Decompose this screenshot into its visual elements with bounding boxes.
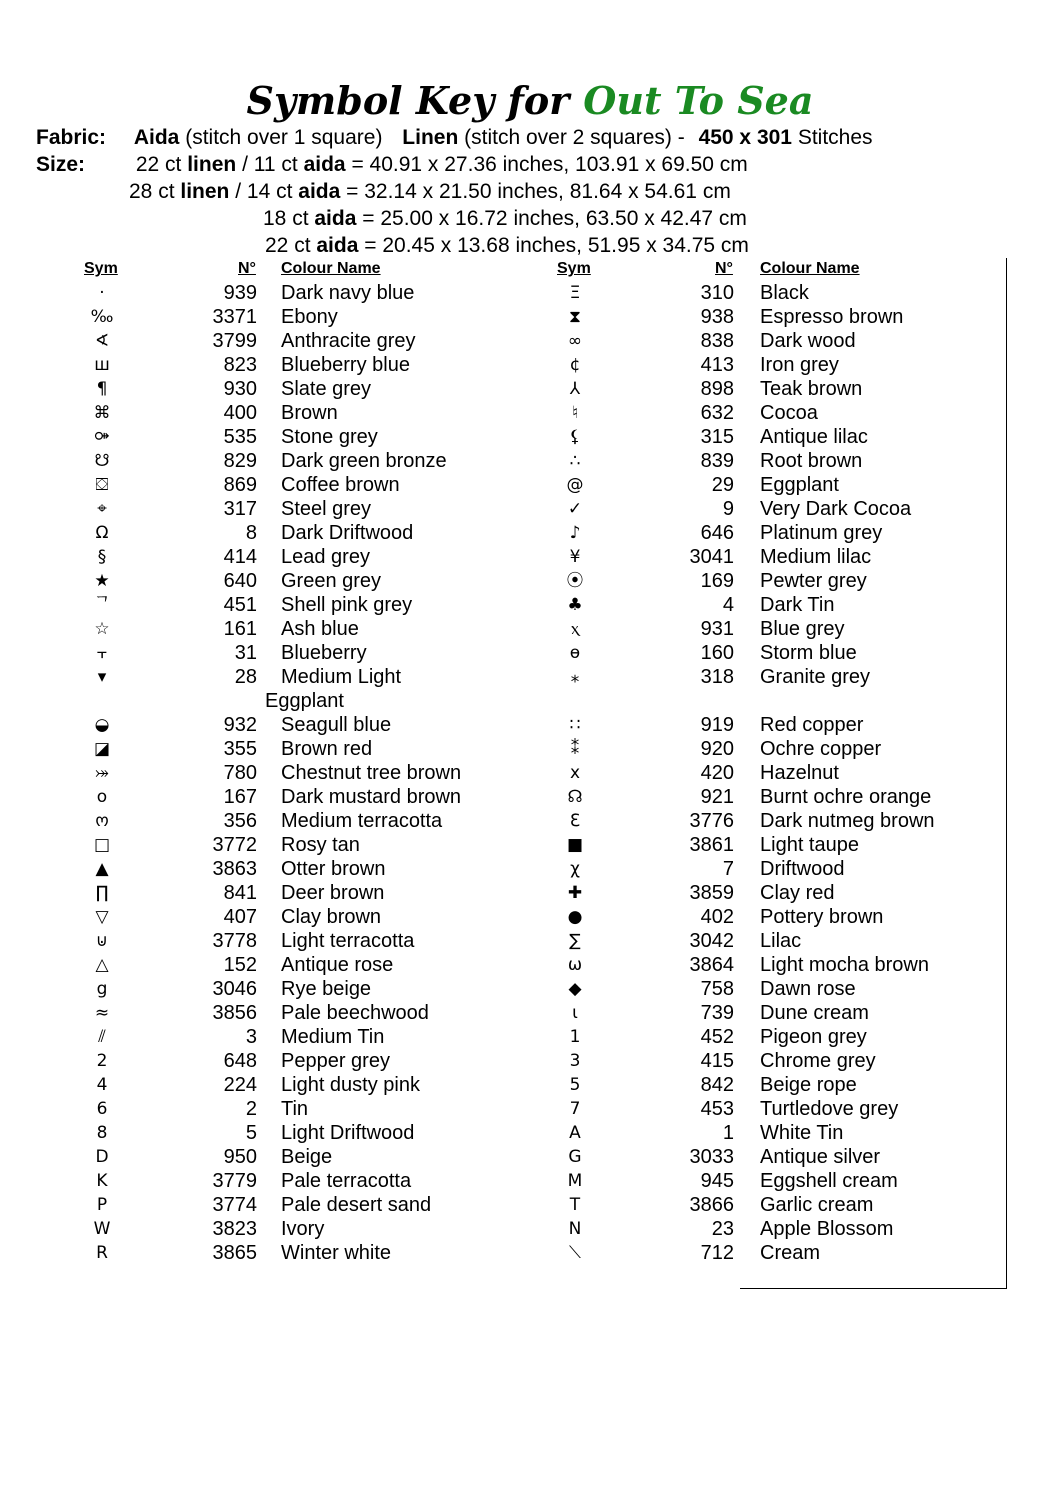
size-fabric-keyword: aida [298, 180, 341, 203]
colour-number: 3859 [689, 882, 734, 904]
colour-name: Coffee brown [281, 474, 400, 496]
colour-name: Dark wood [760, 330, 856, 352]
size-line-3 [263, 206, 747, 232]
symbol-glyph: 3 [569, 1051, 581, 1071]
symbol-glyph: G [568, 1147, 582, 1167]
size-fabric-keyword: linen [187, 153, 237, 176]
colour-number: 3866 [689, 1194, 734, 1216]
symbol-glyph: T [569, 1195, 581, 1215]
colour-name: Ivory [281, 1218, 325, 1240]
colour-name: Apple Blossom [760, 1218, 894, 1240]
colour-name: Iron grey [760, 354, 839, 376]
colour-number: 23 [711, 1218, 734, 1240]
symbol-glyph: ⚩ [94, 427, 110, 447]
colour-name: Platinum grey [760, 522, 883, 544]
symbol-glyph: R [96, 1243, 108, 1263]
colour-number: 931 [700, 618, 734, 640]
colour-number: 3823 [212, 1218, 257, 1240]
size-separator: / 11 ct [236, 153, 298, 176]
symbol-glyph: ▽ [95, 907, 109, 927]
colour-number: 3863 [212, 858, 257, 880]
colour-number: 920 [700, 738, 734, 760]
colour-number: 3033 [689, 1146, 734, 1168]
colour-name: Beige [281, 1146, 333, 1168]
colour-name: Root brown [760, 450, 863, 472]
symbol-glyph: ⫽ [98, 1027, 106, 1047]
symbol-glyph: △ [95, 955, 109, 975]
symbol-glyph: x [569, 763, 581, 783]
colour-number: 869 [223, 474, 257, 496]
colour-name: Tin [281, 1098, 309, 1120]
symbol-glyph: ⧗ [569, 307, 581, 327]
colour-name: Brown red [281, 738, 373, 760]
symbol-glyph: ≈ [94, 1003, 110, 1023]
colour-number: 3774 [212, 1194, 257, 1216]
colour-name: Medium Light [281, 666, 402, 688]
colour-number: 3371 [212, 306, 257, 328]
colour-number: 3 [245, 1026, 257, 1048]
colour-number: 3856 [212, 1002, 257, 1024]
colour-name: Hazelnut [760, 762, 839, 784]
colour-number: 415 [700, 1050, 734, 1072]
colour-name: Clay brown [281, 906, 382, 928]
size-line-1 [36, 152, 748, 178]
symbol-glyph: ⅄ [569, 379, 581, 399]
colour-number: 921 [700, 786, 734, 808]
colour-number: 318 [700, 666, 734, 688]
size-count: 18 ct [263, 207, 309, 230]
colour-name: Cream [760, 1242, 821, 1264]
colour-number: 3046 [212, 978, 257, 1000]
colour-number: 3799 [212, 330, 257, 352]
colour-name: Rye beige [281, 978, 372, 1000]
size-count: 28 ct [129, 180, 175, 203]
colour-name: Winter white [281, 1242, 392, 1264]
colour-name: Dark green bronze [281, 450, 447, 472]
colour-name: Light terracotta [281, 930, 415, 952]
size-fabric-keyword: aida [303, 153, 346, 176]
colour-number: 3776 [689, 810, 734, 832]
symbol-glyph: 6 [96, 1099, 108, 1119]
symbol-glyph: ∢ [94, 331, 110, 351]
colour-number: 1 [722, 1122, 734, 1144]
symbol-glyph: ɵ [569, 643, 581, 663]
colour-number: 3042 [689, 930, 734, 952]
symbol-glyph: Ξ [569, 283, 581, 303]
colour-number: 648 [223, 1050, 257, 1072]
colour-name: Deer brown [281, 882, 385, 904]
symbol-glyph: 4 [96, 1075, 108, 1095]
symbol-glyph: D [95, 1147, 109, 1167]
size-dimensions: = 25.00 x 16.72 inches, 63.50 x 42.47 cm [356, 207, 747, 230]
colour-name: Chrome grey [760, 1050, 876, 1072]
colour-number: 7 [722, 858, 734, 880]
colour-name: Clay red [760, 882, 835, 904]
colour-number: 2 [245, 1098, 257, 1120]
colour-number: 823 [223, 354, 257, 376]
colour-number: 28 [234, 666, 257, 688]
symbol-glyph: ∞ [567, 331, 583, 351]
symbol-glyph: ∏ [95, 883, 109, 903]
colour-name: Teak brown [760, 378, 863, 400]
colour-number: 739 [700, 1002, 734, 1024]
symbol-glyph: ⁑ [570, 739, 580, 759]
colour-name: Pigeon grey [760, 1026, 867, 1048]
colour-name: Shell pink grey [281, 594, 413, 616]
colour-name: Blueberry blue [281, 354, 410, 376]
colour-number: 3861 [689, 834, 734, 856]
fabric-linen: Linen [402, 126, 459, 149]
symbol-glyph: ◪ [93, 739, 111, 759]
symbol-glyph: g [96, 979, 108, 999]
colour-name: Stone grey [281, 426, 378, 448]
colour-name: Antique lilac [760, 426, 868, 448]
symbol-glyph: ☊ [567, 787, 583, 807]
colour-name: Ebony [281, 306, 338, 328]
symbol-glyph: P [96, 1195, 108, 1215]
size-line-2 [129, 179, 731, 205]
colour-number: 838 [700, 330, 734, 352]
colour-number: 842 [700, 1074, 734, 1096]
colour-name: Dark Tin [760, 594, 835, 616]
colour-name: Medium lilac [760, 546, 872, 568]
symbol-glyph: ш [94, 355, 110, 375]
symbol-glyph: ⛋ [95, 475, 109, 495]
symbol-glyph: K [96, 1171, 108, 1191]
symbol-glyph: ɩ [572, 1003, 578, 1023]
colour-number: 400 [223, 402, 257, 424]
colour-number: 402 [700, 906, 734, 928]
size-separator: / 14 ct [229, 180, 293, 203]
symbol-glyph: ¢ [569, 355, 581, 375]
colour-name: Pale beechwood [281, 1002, 429, 1024]
symbol-glyph: ¶ [96, 379, 108, 399]
colour-number: 413 [700, 354, 734, 376]
fabric-aida: Aida [133, 126, 180, 149]
colour-name: Seagull blue [281, 714, 392, 736]
colour-name: Otter brown [281, 858, 386, 880]
symbol-glyph: 8 [96, 1123, 108, 1143]
fabric-stitches-label: Stitches [797, 126, 873, 149]
size-line-4 [265, 233, 749, 259]
symbol-glyph: ⁎ [570, 667, 580, 687]
colour-name: Antique silver [760, 1146, 881, 1168]
symbol-glyph: ‰ [90, 307, 114, 327]
symbol-glyph: ო [95, 811, 109, 831]
colour-name: White Tin [760, 1122, 844, 1144]
colour-name: Pepper grey [281, 1050, 390, 1072]
colour-number: 3779 [212, 1170, 257, 1192]
colour-name-continued: Eggplant [265, 690, 344, 712]
symbol-glyph: ⲭ [571, 619, 579, 639]
symbol-glyph: ☋ [94, 451, 110, 471]
symbol-glyph: ♪ [569, 523, 581, 543]
colour-number: 898 [700, 378, 734, 400]
symbol-glyph: χ [570, 859, 580, 879]
colour-name: Ochre copper [760, 738, 882, 760]
colour-name: Driftwood [760, 858, 845, 880]
size-fabric-keyword: linen [180, 180, 230, 203]
colour-name: Blue grey [760, 618, 845, 640]
symbol-glyph: ✚ [567, 883, 583, 903]
colour-name: Pale desert sand [281, 1194, 432, 1216]
symbol-glyph: ▲ [95, 859, 109, 879]
colour-name: Beige rope [760, 1074, 857, 1096]
colour-name: Dark navy blue [281, 282, 415, 304]
page-title [0, 78, 1060, 124]
header-sym-right: Sym [557, 260, 591, 277]
size-fabric-keyword: aida [314, 207, 357, 230]
colour-name: Light mocha brown [760, 954, 929, 976]
symbol-glyph: ✓ [567, 499, 583, 519]
symbol-glyph: ● [567, 907, 583, 927]
colour-number: 152 [223, 954, 257, 976]
colour-name: Rosy tan [281, 834, 360, 856]
symbol-glyph: □ [93, 835, 111, 855]
colour-name: Light dusty pink [281, 1074, 420, 1096]
right-border-line [1006, 258, 1007, 1288]
colour-number: 841 [223, 882, 257, 904]
colour-name: Light Driftwood [281, 1122, 415, 1144]
colour-name: Eggshell cream [760, 1170, 898, 1192]
symbol-glyph: o [96, 787, 108, 807]
symbol-glyph: ◒ [94, 715, 110, 735]
fabric-linen-note: (stitch over 2 squares) - [464, 126, 685, 149]
symbol-glyph: ω [567, 955, 583, 975]
colour-name: Slate grey [281, 378, 372, 400]
size-dimensions: = 40.91 x 27.36 inches, 103.91 x 69.50 cm [351, 153, 748, 176]
symbol-glyph: ⌘ [93, 403, 111, 423]
header-name-left: Colour Name [281, 260, 381, 277]
symbol-glyph: ⤖ [95, 763, 109, 783]
colour-number: 315 [700, 426, 734, 448]
colour-number: 646 [700, 522, 734, 544]
fabric-stitch-count: 450 x 301 [698, 126, 792, 149]
colour-number: 829 [223, 450, 257, 472]
colour-name: Eggplant [760, 474, 839, 496]
symbol-glyph: 7 [569, 1099, 581, 1119]
symbol-glyph: @ [566, 475, 584, 495]
symbol-glyph: ⚸ [568, 427, 582, 447]
colour-number: 8 [245, 522, 257, 544]
colour-number: 3041 [689, 546, 734, 568]
colour-number: 31 [234, 642, 257, 664]
size-dimensions: = 32.14 x 21.50 inches, 81.64 x 54.61 cm [346, 180, 731, 203]
symbol-glyph: ᄀ [93, 595, 111, 615]
colour-number: 310 [700, 282, 734, 304]
colour-name: Steel grey [281, 498, 372, 520]
colour-number: 453 [700, 1098, 734, 1120]
colour-number: 317 [223, 498, 257, 520]
symbol-glyph: § [97, 547, 107, 567]
colour-number: 712 [700, 1242, 734, 1264]
colour-name: Ash blue [281, 618, 359, 640]
colour-number: 839 [700, 450, 734, 472]
symbol-glyph: ☆ [94, 619, 110, 639]
colour-name: Burnt ochre orange [760, 786, 932, 808]
symbol-glyph: W [93, 1219, 111, 1239]
symbol-glyph: ⟍ [569, 1243, 581, 1263]
symbol-glyph: ∑ [569, 931, 581, 951]
colour-number: 930 [223, 378, 257, 400]
symbol-glyph: A [569, 1123, 581, 1143]
colour-name: Storm blue [760, 642, 857, 664]
symbol-glyph: · [99, 283, 105, 303]
symbol-glyph: ★ [94, 571, 110, 591]
colour-number: 167 [223, 786, 257, 808]
colour-name: Anthracite grey [281, 330, 416, 352]
colour-name: Granite grey [760, 666, 871, 688]
symbol-glyph: ∴ [569, 451, 581, 471]
symbol-glyph: ▾ [97, 667, 107, 687]
fabric-line [36, 125, 873, 151]
title-prefix: Symbol Key for [246, 78, 570, 123]
symbol-glyph: Ω [95, 523, 109, 543]
symbol-glyph: 2 [96, 1051, 108, 1071]
colour-number: 780 [223, 762, 257, 784]
colour-number: 29 [711, 474, 734, 496]
fabric-aida-note: (stitch over 1 square) [185, 126, 383, 149]
header-name-right: Colour Name [760, 260, 860, 277]
title-design-name: Out To Sea [583, 78, 814, 123]
colour-number: 535 [223, 426, 257, 448]
colour-number: 4 [722, 594, 734, 616]
colour-name: Dark mustard brown [281, 786, 462, 808]
symbol-glyph: ♣ [567, 595, 583, 615]
colour-number: 640 [223, 570, 257, 592]
colour-name: Chestnut tree brown [281, 762, 462, 784]
colour-name: Red copper [760, 714, 864, 736]
symbol-glyph: ⦿ [566, 571, 584, 591]
colour-number: 169 [700, 570, 734, 592]
colour-number: 160 [700, 642, 734, 664]
colour-name: Lead grey [281, 546, 370, 568]
colour-number: 758 [700, 978, 734, 1000]
symbol-glyph: ∷ [569, 715, 581, 735]
colour-name: Light taupe [760, 834, 859, 856]
colour-name: Lilac [760, 930, 802, 952]
colour-number: 161 [223, 618, 257, 640]
colour-number: 938 [700, 306, 734, 328]
symbol-glyph: ⊍ [95, 931, 109, 951]
symbol-glyph: ⫟ [96, 643, 108, 663]
colour-name: Pewter grey [760, 570, 867, 592]
colour-name: Medium Tin [281, 1026, 385, 1048]
colour-name: Cocoa [760, 402, 818, 424]
size-count: 22 ct [265, 234, 311, 257]
colour-name: Dune cream [760, 1002, 869, 1024]
colour-name: Black [760, 282, 809, 304]
colour-name: Espresso brown [760, 306, 904, 328]
symbol-glyph: ℇ [569, 811, 581, 831]
size-dimensions: = 20.45 x 13.68 inches, 51.95 x 34.75 cm [364, 234, 749, 257]
symbol-glyph: 5 [569, 1075, 581, 1095]
colour-number: 9 [722, 498, 734, 520]
colour-name: Brown [281, 402, 338, 424]
colour-name: Pale terracotta [281, 1170, 412, 1192]
colour-name: Very Dark Cocoa [760, 498, 912, 520]
size-count: 22 ct [135, 153, 182, 176]
colour-name: Medium terracotta [281, 810, 443, 832]
colour-name: Turtledove grey [760, 1098, 899, 1120]
colour-number: 451 [223, 594, 257, 616]
colour-number: 356 [223, 810, 257, 832]
header-num-right: N° [715, 260, 733, 277]
colour-name: Green grey [281, 570, 382, 592]
colour-name: Blueberry [281, 642, 367, 664]
colour-number: 632 [700, 402, 734, 424]
symbol-glyph: M [567, 1171, 583, 1191]
colour-number: 420 [700, 762, 734, 784]
header-sym-left: Sym [84, 260, 118, 277]
colour-name: Garlic cream [760, 1194, 874, 1216]
colour-number: 224 [223, 1074, 257, 1096]
colour-name: Antique rose [281, 954, 394, 976]
colour-number: 407 [223, 906, 257, 928]
colour-number: 919 [700, 714, 734, 736]
symbol-glyph: 1 [569, 1027, 581, 1047]
colour-name: Pottery brown [760, 906, 884, 928]
symbol-glyph: ◆ [568, 979, 582, 999]
fabric-label: Fabric: [36, 126, 107, 149]
symbol-glyph: N [568, 1219, 582, 1239]
colour-number: 945 [700, 1170, 734, 1192]
colour-number: 950 [223, 1146, 257, 1168]
size-label: Size: [36, 153, 86, 176]
colour-number: 932 [223, 714, 257, 736]
colour-number: 3778 [212, 930, 257, 952]
colour-number: 939 [223, 282, 257, 304]
symbol-glyph: ¥ [569, 547, 581, 567]
colour-number: 355 [223, 738, 257, 760]
colour-number: 452 [700, 1026, 734, 1048]
header-num-left: N° [238, 260, 256, 277]
colour-number: 414 [223, 546, 257, 568]
colour-name: Dark Driftwood [281, 522, 414, 544]
colour-number: 5 [245, 1122, 257, 1144]
colour-name: Dawn rose [760, 978, 856, 1000]
symbol-glyph: ■ [566, 835, 584, 855]
colour-number: 3864 [689, 954, 734, 976]
symbol-glyph: ⌖ [97, 499, 107, 519]
bottom-border-line [740, 1288, 1007, 1289]
symbol-glyph: ♮ [571, 403, 579, 423]
colour-name: Dark nutmeg brown [760, 810, 935, 832]
colour-number: 3772 [212, 834, 257, 856]
size-fabric-keyword: aida [316, 234, 359, 257]
colour-number: 3865 [212, 1242, 257, 1264]
